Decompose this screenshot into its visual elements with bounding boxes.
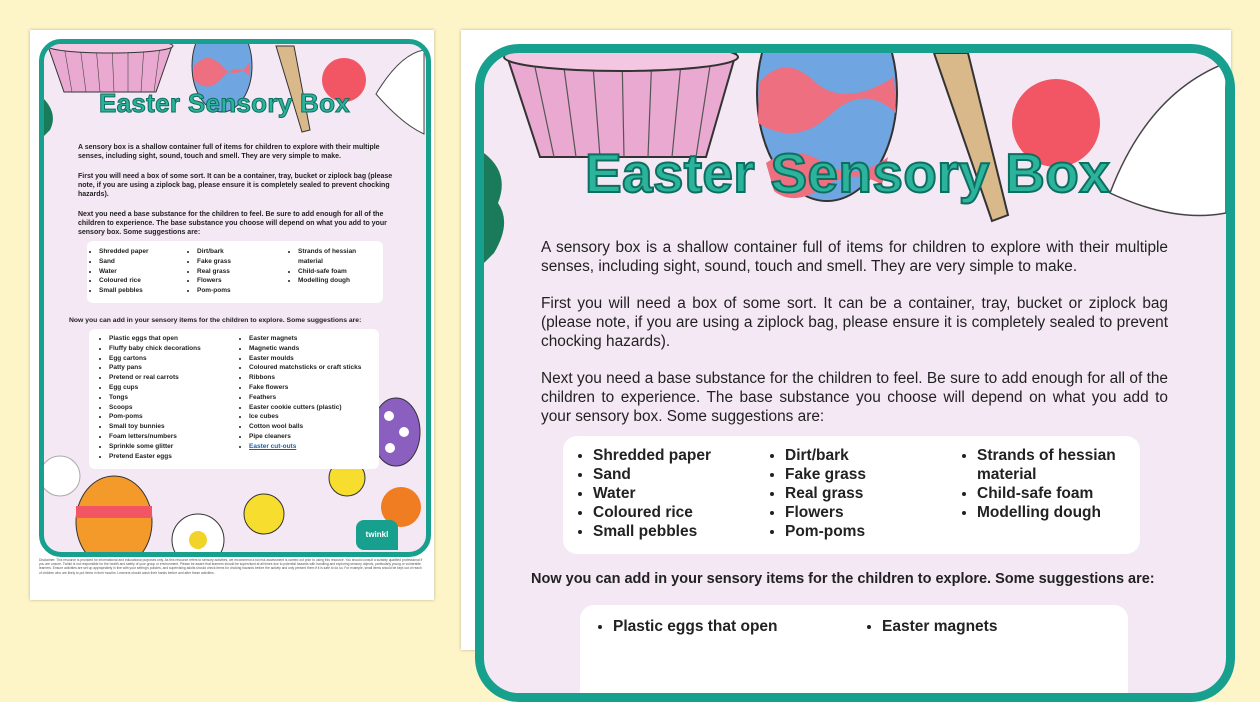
list-item: • Pretend Easter eggs [109,452,249,462]
list-item: • Water [99,267,148,277]
list-item: • Coloured rice [593,503,711,522]
list-item: • Easter cookie cutters (plastic) [249,403,377,413]
thumbnail-base-list-1 [87,247,148,296]
list-item: • Plastic eggs that open [109,334,249,344]
list-item: • Dirt/bark [197,247,231,257]
list-item: • Dirt/bark [785,446,866,465]
feather-illustration [1110,63,1226,216]
items-intro: Now you can add in your sensory items for the children to explore. Some suggestions are: [531,571,1155,587]
thumbnail-base-list-2 [185,247,231,296]
list-item: • Fluffy baby chick decorations [109,344,249,354]
list-item: • Ribbons [249,373,377,383]
list-item: • Coloured matchsticks or craft sticks [249,363,377,373]
thumbnail-items-intro: Now you can add in your sensory items for the children to explore. Some suggestions are: [69,317,362,324]
list-item: • Coloured rice [99,276,148,286]
list-item: • Sand [99,257,148,267]
list-item: • Magnetic wands [249,344,377,354]
list-item: • Real grass [197,267,231,277]
base-list-1 [569,446,711,541]
twinkl-logo: twinkl [356,520,398,550]
list-item: • Cotton wool balls [249,422,377,432]
thumbnail-page [30,30,434,600]
grass-illustration [484,153,504,263]
thumbnail-frame [39,39,431,557]
list-item: • Plastic eggs that open [613,617,778,636]
base-list-2 [761,446,866,541]
thumbnail-intro: A sensory box is a shallow container full of items for children to explore with their multiple senses, including sight, sound, touch and smell. They are very simple to make. [78,144,380,160]
list-item: • Small pebbles [593,522,711,541]
thumbnail-items-list-2 [237,334,377,452]
list-item: • Real grass [785,484,866,503]
list-item: • Egg cartons [109,354,249,364]
list-item: • Flowers [197,276,231,286]
step1-paragraph: First you will need a box of some sort. It can be a container, tray, bucket or ziplock bag (please note, if you are using a ziplock bag, please ensure it is completely sealed to prevent chocking hazards). [541,295,1168,350]
thumbnail-items-box [89,329,379,469]
list-item: • Egg cups [109,383,249,393]
list-item: • Flowers [785,503,866,522]
zoomed-frame [475,44,1235,702]
items-suggestions-box [580,605,1128,702]
list-item: • Fake grass [197,257,231,267]
thumbnail-base-list-3 [286,247,378,286]
page-title: Easter Sensory Box [585,142,1111,204]
list-item: • Fake grass [785,465,866,484]
cupcake-case-illustration [47,44,173,92]
list-item: • Child-safe foam [298,267,378,277]
list-item: • Shredded paper [593,446,711,465]
purple-egg-illustration [372,398,420,466]
list-item: • Sprinkle some glitter [109,442,249,452]
striped-egg-illustration [76,476,152,552]
list-item: • Small pebbles [99,286,148,296]
chick-illustration [244,460,365,534]
list-item: • Fake flowers [249,383,377,393]
feather-illustration [376,50,424,134]
easter-cut-outs-link-item [249,442,377,452]
step2-paragraph: Next you need a base substance for the children to feel. Be sure to add enough for all of the children to experience. The base substance you choose will depend on what you add to your sensory box. Some suggestions are: [541,370,1168,425]
list-item: • Strands of hessian material [977,446,1127,484]
base-list-3 [953,446,1127,522]
items-list-1 [589,617,778,636]
base-suggestions-box [563,436,1140,554]
list-item: • Patty pans [109,363,249,373]
list-item: • Pom-poms [109,412,249,422]
items-list-2 [858,617,997,636]
list-item: • Strands of hessian material [298,247,378,267]
list-item: • Easter moulds [249,354,377,364]
list-item: • Shredded paper [99,247,148,257]
list-item: • Pretend or real carrots [109,373,249,383]
intro-paragraph: A sensory box is a shallow container full of items for children to explore with their multiple senses, including sight, sound, touch and smell. They are very simple to make. [541,239,1168,275]
list-item: • Small toy bunnies [109,422,249,432]
list-item: • Water [593,484,711,503]
list-item: • Feathers [249,393,377,403]
list-item: • Modelling dough [977,503,1127,522]
thumbnail-base-box [87,241,383,303]
list-item: • Foam letters/numbers [109,432,249,442]
white-pom-pom [44,456,80,496]
list-item: • Easter magnets [882,617,997,636]
zoomed-page [461,30,1231,650]
grass-illustration [44,99,53,136]
list-item: • Easter magnets [249,334,377,344]
list-item: • Modelling dough [298,276,378,286]
list-item: • Ice cubes [249,412,377,422]
list-item: • Pipe cleaners [249,432,377,442]
list-item: • Pom-poms [197,286,231,296]
daisy-illustration [172,514,224,552]
thumbnail-items-list-1 [97,334,249,461]
thumbnail-title: Easter Sensory Box [99,88,351,118]
list-item: • Child-safe foam [977,484,1127,503]
list-item: • Sand [593,465,711,484]
disclaimer-text: Disclaimer: This resource is provided for informational and educational purposes only. As this resource refers to sensory activities, we recommend a full risk assessment is carried out prior to using this resource. You should consult a suitably qualified professional if you are unsure. Twinkl is not responsible for the health and safety of your group or environment. Please be aware that learners should be supervised at all times due to potential hazards with handling and exploring sensory objects, particularly young or vulnerable learners. Ensure activities are set up appropriately in line with your setting's policies, and supervising adults should check items for choking hazards before the activity and only present them if it is safe to do so. For example, small items should be kept out of reach of children who are likely to put items in their mouths. Learners should wash their hands before and after these activities. [39,558,423,575]
easter-cut-outs-link[interactable]: Easter cut-outs [249,442,297,450]
thumbnail-step2: Next you need a base substance for the children to feel. Be sure to add enough for all of the children to experience. The base substance you choose will depend on what you add to your sensory box. Some suggestions are: [78,211,387,236]
list-item: • Pom-poms [785,522,866,541]
list-item: • Scoops [109,403,249,413]
thumbnail-step1: First you will need a box of some sort. It can be a container, tray, bucket or ziplock bag (please note, if you are using a ziplock bag, please ensure it is completely sealed to prevent chocking hazards). [78,173,393,198]
list-item: • Tongs [109,393,249,403]
